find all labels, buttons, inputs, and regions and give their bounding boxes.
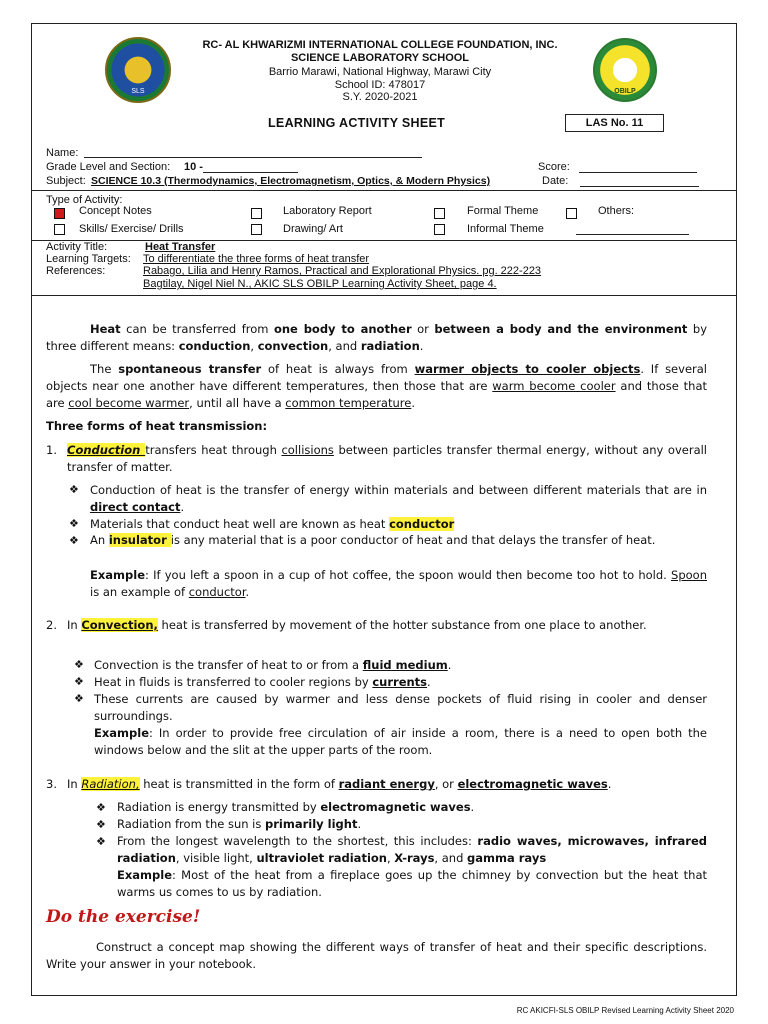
score-label: Score: (538, 161, 570, 173)
subject-value: SCIENCE 10.3 (Thermodynamics, Electromagnetism, Optics, & Modern Physics) (91, 175, 491, 187)
bullet-icon: ❖ (69, 483, 79, 496)
forms-heading: Three forms of heat transmission: (46, 419, 268, 433)
informal-theme-checkbox[interactable] (434, 224, 445, 235)
reference-2: Bagtilay, Nigel Niel N., AKIC SLS OBILP Learning Activity Sheet, page 4. (143, 278, 497, 290)
concept-notes-checkbox[interactable] (54, 208, 65, 219)
convection-bullet-1: Convection is the transfer of heat to or from a fluid medium. (94, 658, 452, 672)
score-field[interactable] (579, 172, 697, 173)
conduction-bullet-2: Materials that conduct heat well are known as heat conductor (90, 517, 455, 531)
bullet-icon: ❖ (69, 534, 79, 547)
footer-text: RC AKICFI-SLS OBILP Revised Learning Activity Sheet 2020 (516, 1006, 734, 1015)
grade-label: Grade Level and Section: (46, 161, 171, 173)
grade-value: 10 - (184, 161, 203, 173)
school-year: S.Y. 2020-2021 (342, 91, 418, 103)
sheet-title: LEARNING ACTIVITY SHEET (268, 116, 446, 130)
convection-example: Example: In order to provide free circulation of air inside a room, there is a need to open both the windows below and the slit at the upper parts of the room. (94, 726, 707, 757)
convection-intro: In Convection, heat is transferred by movement of the hotter substance from one place to another. (67, 618, 647, 632)
org-name: RC- AL KHWARIZMI INTERNATIONAL COLLEGE FOUNDATION, INC. (202, 39, 558, 51)
radiation-example: Example: Most of the heat from a fireplace goes up the chimney by convection but the heat that warms us comes to us by radiation. (117, 868, 707, 899)
references-label: References: (46, 265, 106, 277)
activity-title-label: Activity Title: (46, 241, 108, 253)
radiation-bullet-3: From the longest wavelength to the shortest, this includes: radio waves, microwaves, infrared radiation, visible light, ultraviolet radiation, X-rays, and gamma rays (117, 834, 707, 865)
exercise-title: Do the exercise! (46, 907, 201, 927)
conduction-example: Example: If you left a spoon in a cup of hot coffee, the spoon would then become too hot to hold. Spoon is an example of conductor. (90, 568, 707, 599)
intro-paragraph: Heat can be transferred from one body to another or between a body and the environment by three different means: conduction, convection, and radiation. (46, 322, 707, 353)
bullet-icon: ❖ (74, 658, 84, 671)
divider-info (31, 190, 737, 191)
bullet-icon: ❖ (96, 835, 106, 848)
learning-targets-value: To differentiate the three forms of heat transfer (143, 253, 370, 265)
others-label: Others: (598, 205, 635, 217)
exercise-instructions: Construct a concept map showing the different ways of transfer of heat and their specific descriptions. Write your answer in your notebook. (46, 940, 707, 971)
divider-activity (31, 295, 737, 296)
bullet-icon: ❖ (69, 517, 79, 530)
school-id: School ID: 478017 (334, 79, 426, 91)
subject-label: Subject: (46, 175, 86, 187)
lab-report-label: Laboratory Report (283, 205, 372, 217)
others-field[interactable] (576, 234, 689, 235)
convection-bullet-2: Heat in fluids is transferred to cooler regions by currents. (94, 675, 431, 689)
concept-notes-label: Concept Notes (79, 205, 152, 217)
drawing-label: Drawing/ Art (283, 223, 343, 235)
conduction-bullet-1: Conduction of heat is the transfer of energy within materials and between different materials that are in direct contact. (90, 483, 707, 514)
bullet-icon: ❖ (74, 675, 84, 688)
formal-theme-label: Formal Theme (467, 205, 539, 217)
others-checkbox[interactable] (566, 208, 577, 219)
activity-title-value: Heat Transfer (145, 241, 216, 253)
date-field[interactable] (580, 186, 699, 187)
obilp-logo-text: OBILP (614, 88, 636, 95)
convection-number: 2. (46, 618, 57, 632)
radiation-number: 3. (46, 777, 57, 791)
convection-bullet-3: These currents are caused by warmer and less dense pockets of fluid rising in cooler and denser surroundings. (94, 692, 707, 723)
divider-type (31, 240, 737, 241)
section-field[interactable] (203, 172, 298, 173)
bullet-icon: ❖ (74, 692, 84, 705)
radiation-intro: In Radiation, heat is transmitted in the form of radiant energy, or electromagnetic waves. (67, 777, 612, 791)
skills-checkbox[interactable] (54, 224, 65, 235)
lab-report-checkbox[interactable] (251, 208, 262, 219)
bullet-icon: ❖ (96, 801, 106, 814)
las-number: LAS No. 11 (565, 114, 664, 132)
reference-1: Rabago, Lilia and Henry Ramos, Practical and Explorational Physics. pg. 222-223 (143, 265, 542, 277)
conduction-intro: Conduction transfers heat through collisions between particles transfer thermal energy, without any overall transfer of matter. (67, 443, 708, 474)
radiation-bullet-2: Radiation from the sun is primarily light. (117, 817, 362, 831)
informal-theme-label: Informal Theme (467, 223, 544, 235)
name-field[interactable] (84, 157, 422, 158)
bullet-icon: ❖ (96, 818, 106, 831)
school-address: Barrio Marawi, National Highway, Marawi City (268, 66, 492, 78)
learning-targets-label: Learning Targets: (46, 253, 131, 265)
radiation-bullet-1: Radiation is energy transmitted by electromagnetic waves. (117, 800, 475, 814)
date-label: Date: (542, 175, 569, 187)
conduction-bullet-3: An insulator is any material that is a poor conductor of heat and that delays the transfer of heat. (90, 533, 656, 547)
skills-label: Skills/ Exercise/ Drills (79, 223, 184, 235)
sls-logo-text: SLS (131, 88, 145, 95)
formal-theme-checkbox[interactable] (434, 208, 445, 219)
activity-type-label: Type of Activity: (46, 194, 123, 206)
name-label: Name: (46, 147, 79, 159)
school-name: SCIENCE LABORATORY SCHOOL (290, 52, 470, 64)
spontaneous-paragraph: The spontaneous transfer of heat is always from warmer objects to cooler objects. If several objects near one another have different temperatures, then those that are warm become cooler and those that are cool become warmer, until all have a common temperature. (46, 362, 707, 410)
conduction-number: 1. (46, 443, 57, 457)
drawing-checkbox[interactable] (251, 224, 262, 235)
